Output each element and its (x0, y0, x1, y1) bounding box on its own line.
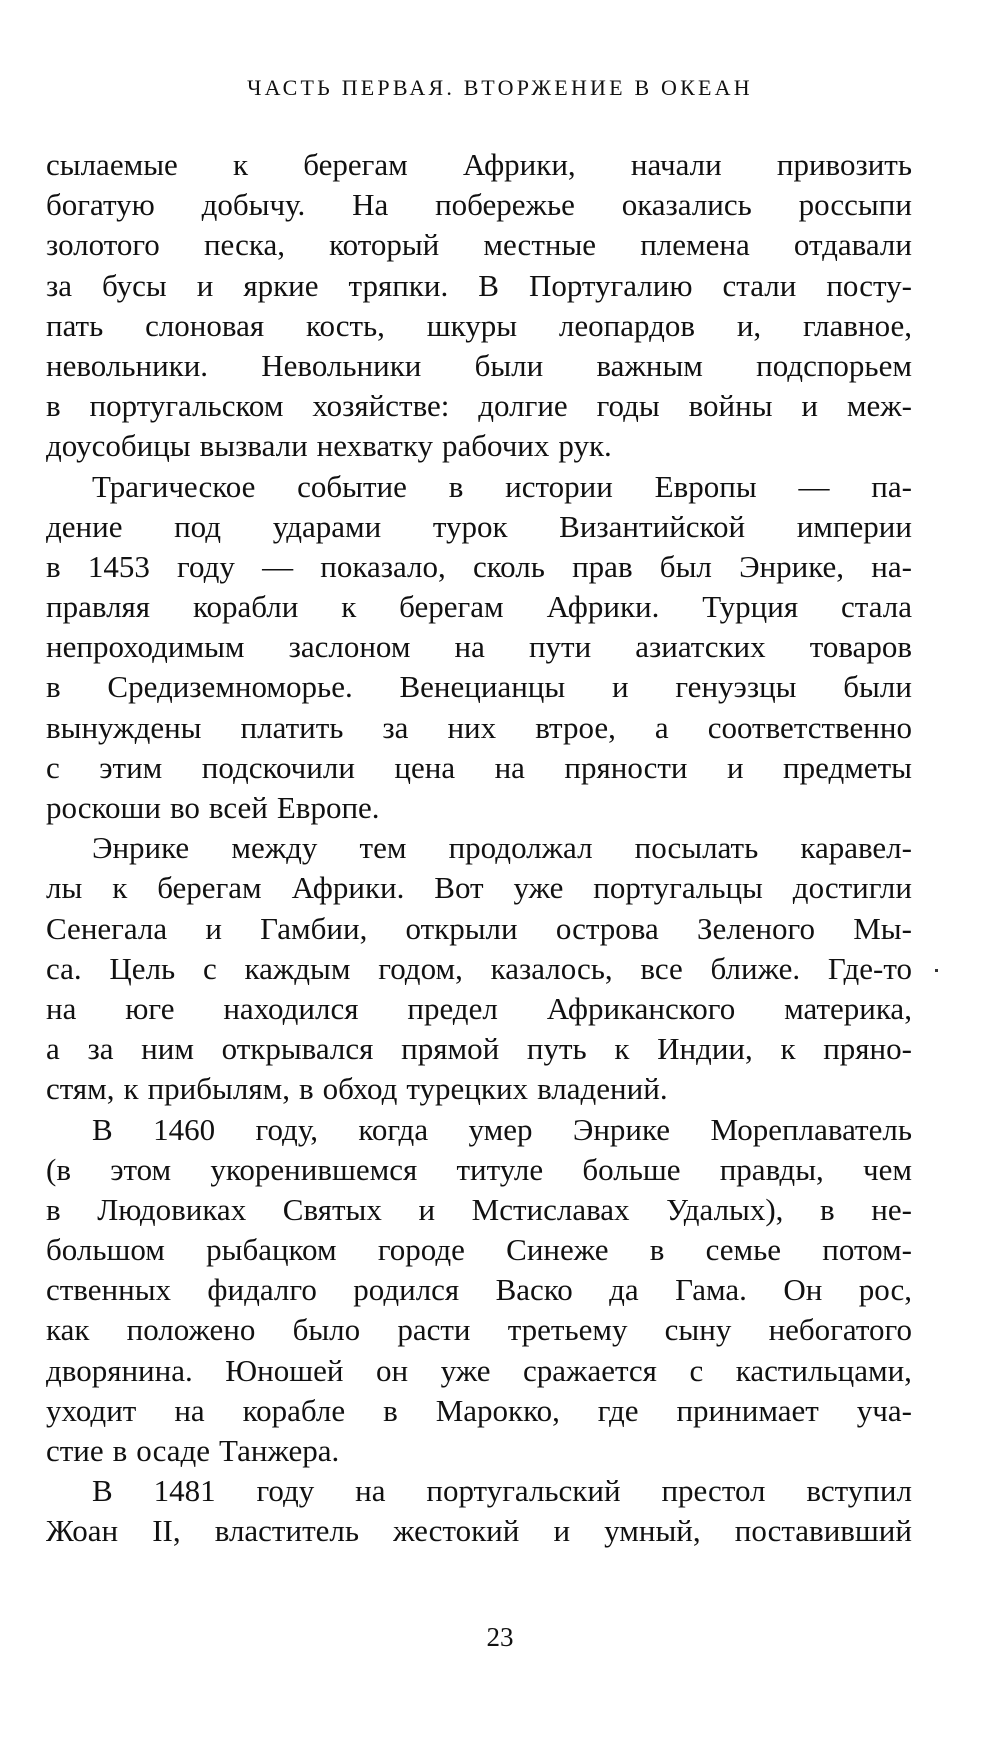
word: пряно- (823, 1031, 912, 1067)
word: когда (358, 1111, 429, 1147)
word: истории (505, 468, 613, 504)
word: побережье (435, 187, 575, 223)
text-line (46, 507, 912, 547)
word: Танжера. (219, 1433, 340, 1468)
word: песка, (203, 227, 285, 263)
word: золотого (46, 227, 160, 263)
word: ближе. (710, 950, 801, 986)
word: Энрике (572, 1111, 671, 1147)
word: прав (572, 548, 633, 584)
word: Юношей (225, 1352, 344, 1388)
text-line (46, 989, 912, 1029)
word: империи (796, 508, 912, 544)
word: к (341, 589, 357, 625)
word: небогатого (768, 1312, 912, 1348)
word: в (383, 1392, 398, 1428)
word: жестокий (393, 1513, 520, 1549)
word: стие (46, 1433, 104, 1468)
word: Вот (434, 870, 484, 906)
word: Невольники (261, 347, 422, 383)
word: уже (440, 1352, 491, 1388)
word: владений. (537, 1071, 668, 1107)
word: (в (46, 1151, 71, 1187)
word: В (92, 1473, 113, 1509)
word: вступил (806, 1473, 912, 1509)
text-line (46, 949, 912, 989)
page-number: 23 (486, 1622, 514, 1652)
word: Индии, (657, 1031, 753, 1067)
word: достигли (792, 870, 912, 906)
word: с (202, 950, 217, 986)
word: роскоши (46, 790, 161, 825)
word: в (46, 1191, 61, 1227)
word: как (46, 1312, 90, 1348)
text-line (46, 1110, 912, 1150)
word: за (46, 267, 73, 303)
text-line (46, 788, 912, 828)
word: предметы (783, 749, 912, 785)
word: турецких (406, 1071, 529, 1107)
word: Турция (702, 589, 799, 625)
word: рабочих (441, 428, 550, 464)
word: Трагическое (92, 468, 256, 504)
word: году, (255, 1111, 318, 1147)
word: а (654, 709, 669, 745)
text-line (46, 627, 912, 667)
word: все (640, 950, 683, 986)
word: Синеже (506, 1232, 609, 1268)
word: положено (126, 1312, 256, 1348)
word: прибылям, (147, 1071, 290, 1107)
word: путь (526, 1031, 587, 1067)
word: 1453 (87, 548, 150, 584)
word: доусобицы (46, 428, 191, 464)
word: Гамбии, (260, 910, 368, 946)
word: острова (555, 910, 659, 946)
word: Европе. (276, 790, 380, 825)
text-line (46, 1391, 912, 1431)
word: платить (240, 709, 344, 745)
word: войны (688, 388, 773, 424)
word: корабле (242, 1392, 346, 1428)
word: Он (783, 1272, 823, 1308)
word: отдавали (793, 227, 912, 263)
word: посылать (634, 830, 759, 866)
word: и (553, 1513, 571, 1549)
word: Людовиках (97, 1191, 247, 1227)
word: Удалых), (666, 1191, 784, 1227)
word: Сенегала (46, 910, 168, 946)
word: дение (46, 508, 123, 544)
word: году (256, 1473, 315, 1509)
word: и (612, 669, 629, 705)
word: португальцы (593, 870, 763, 906)
word: юге (125, 990, 175, 1026)
text-line (46, 1029, 912, 1069)
word: на (494, 749, 525, 785)
word: заслоном (288, 629, 411, 665)
word: каравел- (800, 830, 912, 866)
word: рос, (858, 1272, 912, 1308)
word: нехватку (316, 428, 433, 464)
word: уходит (46, 1392, 137, 1428)
word: в (46, 548, 61, 584)
word: к (780, 1031, 796, 1067)
text-line (46, 1310, 912, 1350)
word: леопардов (558, 307, 695, 343)
word: россыпи (798, 187, 912, 223)
word: португальский (426, 1473, 621, 1509)
word: который (329, 227, 440, 263)
word: бусы (102, 267, 167, 303)
word: Энрике (92, 830, 190, 866)
text-line (46, 306, 912, 346)
word: казалось, (490, 950, 613, 986)
word: всей (208, 790, 268, 825)
word: важным (596, 347, 703, 383)
text-line (46, 426, 912, 466)
text-line (46, 266, 912, 306)
text-line (46, 1351, 912, 1391)
body-text (46, 145, 912, 1552)
word: событие (297, 468, 407, 504)
word: к (112, 870, 128, 906)
word: кастильцами, (735, 1352, 912, 1388)
word: с (689, 1352, 704, 1388)
word: пути (528, 629, 592, 665)
word: третьему (507, 1312, 628, 1348)
word: меж- (846, 388, 912, 424)
word: Византийской (559, 508, 746, 544)
word: Святых (282, 1191, 382, 1227)
text-line (46, 467, 912, 507)
word: шкуры (426, 307, 518, 343)
word: генуэзцы (675, 669, 797, 705)
word: стям, (46, 1071, 115, 1107)
word: на (355, 1473, 386, 1509)
word: с (46, 749, 60, 785)
text-line (46, 1230, 912, 1270)
word: В (92, 1111, 113, 1147)
word: между (231, 830, 318, 866)
word: Зеленого (696, 910, 816, 946)
word: — (798, 468, 830, 504)
word: к (123, 1071, 139, 1107)
word: под (174, 508, 222, 544)
word: в (649, 1232, 665, 1268)
text-line (46, 868, 912, 908)
word: сражается (523, 1352, 657, 1388)
text-line (46, 1270, 912, 1310)
word: Гама. (675, 1272, 747, 1308)
word: турок (432, 508, 508, 544)
text-line (46, 748, 912, 788)
word: Марокко, (435, 1392, 560, 1428)
word: годы (596, 388, 660, 424)
word: умный, (604, 1513, 701, 1549)
word: в (298, 1071, 314, 1107)
word: рыбацком (206, 1232, 337, 1268)
text-line (46, 1471, 912, 1511)
word: чем (863, 1151, 912, 1187)
word: уча- (856, 1392, 912, 1428)
word: берегам (157, 870, 262, 906)
text-line (46, 547, 912, 587)
word: па- (871, 468, 912, 504)
word: и, (736, 307, 762, 343)
word: и (418, 1191, 436, 1227)
word: Мы- (853, 910, 912, 946)
text-line (46, 909, 912, 949)
word: Африки, (462, 147, 576, 182)
word: открывался (221, 1031, 374, 1067)
word: престол (661, 1473, 766, 1509)
word: каждым (244, 950, 351, 986)
word: было (292, 1312, 361, 1348)
word: в (46, 388, 61, 424)
word: ним (141, 1031, 194, 1067)
word: ственных (46, 1272, 172, 1308)
word: семье (705, 1232, 782, 1268)
word: Африканского (546, 990, 736, 1026)
word: начали (630, 147, 722, 182)
word: больше (582, 1151, 681, 1187)
text-line (46, 185, 912, 225)
word: предел (407, 990, 498, 1026)
word: расти (397, 1312, 471, 1348)
word: местные (483, 227, 597, 263)
word: этим (99, 749, 163, 785)
word: На (352, 187, 389, 223)
word: за (87, 1031, 114, 1067)
word: слоновая (145, 307, 265, 343)
word: обход (322, 1071, 398, 1107)
word: цена (394, 749, 456, 785)
word: укоренившемся (210, 1151, 418, 1187)
word: сылаемые (46, 147, 178, 182)
text-line (46, 145, 912, 185)
word: в (448, 468, 464, 504)
word: правды, (719, 1151, 824, 1187)
word: открыли (405, 910, 518, 946)
word: осаде (136, 1433, 210, 1468)
word: городе (377, 1232, 465, 1268)
word: а (46, 1031, 60, 1067)
running-header: ЧАСТЬ ПЕРВАЯ. ВТОРЖЕНИЕ В ОКЕАН (247, 75, 753, 100)
word: Африки. (546, 589, 660, 625)
word: в (46, 669, 61, 705)
word: португальском (89, 388, 284, 424)
word: большом (46, 1232, 165, 1268)
word: правляя (46, 589, 151, 625)
word: В (478, 267, 499, 303)
word: Мстиславах (471, 1191, 630, 1227)
word: сыну (664, 1312, 732, 1348)
word: материка, (784, 990, 912, 1026)
word: добычу. (201, 187, 306, 223)
word: и (205, 910, 222, 946)
word: корабли (192, 589, 299, 625)
word: потом- (822, 1232, 912, 1268)
word: году (177, 548, 235, 584)
word: привозить (776, 147, 912, 182)
word: кость, (305, 307, 385, 343)
word: лы (46, 870, 83, 906)
word: принимает (676, 1392, 819, 1428)
word: фидалго (207, 1272, 317, 1308)
word: посту- (826, 267, 912, 303)
word: в (112, 1433, 128, 1468)
word: богатую (46, 187, 155, 223)
word: стали (722, 267, 797, 303)
word: Африки. (291, 870, 405, 906)
word: к (232, 147, 249, 182)
word: и (726, 749, 744, 785)
word: тряпки. (348, 267, 449, 303)
word: и (801, 388, 818, 424)
word: берегам (399, 589, 504, 625)
word: дворянина. (46, 1352, 193, 1388)
word: пряности (564, 749, 688, 785)
text-line (46, 225, 912, 265)
word: пать (46, 307, 104, 343)
word: подспорьем (756, 347, 912, 383)
word: оказались (621, 187, 752, 223)
word: тем (359, 830, 407, 866)
word: на- (871, 548, 912, 584)
word: 1481 (153, 1473, 216, 1509)
word: не- (871, 1191, 912, 1227)
word: да (609, 1272, 639, 1308)
word: хозяйстве: (312, 388, 450, 424)
word: Васко (495, 1272, 573, 1308)
word: этом (110, 1151, 172, 1187)
word: них (447, 709, 497, 745)
word: Средиземноморье. (107, 669, 353, 705)
word: долгие (478, 388, 568, 424)
word: вынуждены (46, 709, 202, 745)
word: невольники. (46, 347, 209, 383)
word: Где-то (827, 950, 912, 986)
word: сколь (472, 548, 545, 584)
word: яркие (243, 267, 319, 303)
text-line (46, 386, 912, 426)
word: — (262, 548, 294, 584)
word: непроходимым (46, 629, 245, 665)
word: за (382, 709, 409, 745)
text-line (46, 587, 912, 627)
word: во (169, 790, 200, 825)
word: показало, (320, 548, 446, 584)
word: на (46, 990, 77, 1026)
word: продолжал (448, 830, 593, 866)
word: властитель (214, 1513, 359, 1549)
word: на (174, 1392, 205, 1428)
word: подскочили (201, 749, 355, 785)
word: поставивший (734, 1513, 912, 1549)
text-line (46, 828, 912, 868)
word: Энрике, (739, 548, 845, 584)
word: 1460 (153, 1111, 216, 1147)
text-line (46, 346, 912, 386)
word: на (454, 629, 485, 665)
word: племена (640, 227, 750, 263)
word: товаров (809, 629, 912, 665)
word: титуле (456, 1151, 544, 1187)
word: уже (513, 870, 564, 906)
word: главное, (803, 307, 912, 343)
word: азиатских (635, 629, 766, 665)
word: где (597, 1392, 639, 1428)
text-line (46, 708, 912, 748)
word: в (820, 1191, 835, 1227)
word: Португалию (528, 267, 693, 303)
word: прямой (401, 1031, 500, 1067)
text-line (46, 1511, 912, 1551)
word: Мореплаватель (710, 1111, 912, 1147)
text-line (46, 667, 912, 707)
word: родился (353, 1272, 460, 1308)
word: находился (223, 990, 359, 1026)
word: са. (46, 950, 82, 986)
word: были (843, 669, 912, 705)
word: Жоан (46, 1513, 119, 1549)
word: ударами (272, 508, 382, 544)
word: Цель (109, 950, 176, 986)
word: к (614, 1031, 630, 1067)
word: берегам (303, 147, 408, 182)
word: были (474, 347, 544, 383)
text-line (46, 1190, 912, 1230)
text-line (46, 1431, 912, 1471)
word: он (376, 1352, 409, 1388)
word: II, (152, 1513, 181, 1549)
word: был (659, 548, 712, 584)
word: втрое, (535, 709, 616, 745)
word: Венецианцы (399, 669, 566, 705)
word: рук. (558, 428, 612, 464)
text-line (46, 1150, 912, 1190)
word: стала (841, 589, 912, 625)
word: умер (468, 1111, 533, 1147)
stray-ink-dot (935, 969, 938, 972)
word: Европы (654, 468, 757, 504)
word: вызвали (199, 428, 308, 464)
word: и (196, 267, 214, 303)
word: годом, (378, 950, 463, 986)
word: соответственно (707, 709, 912, 745)
text-line (46, 1069, 912, 1109)
